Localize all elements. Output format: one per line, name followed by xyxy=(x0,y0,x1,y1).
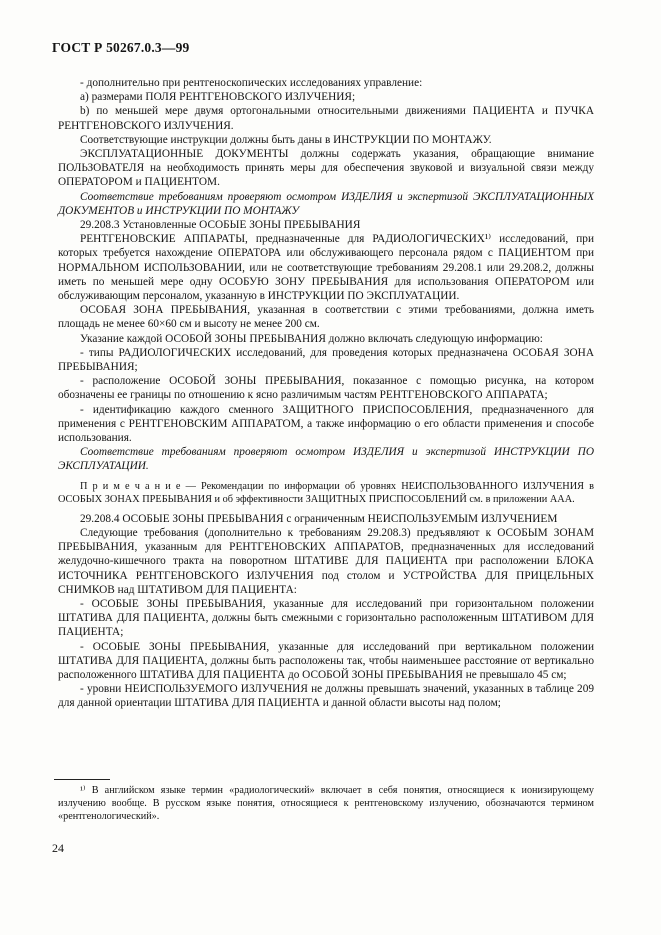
paragraph: ОСОБАЯ ЗОНА ПРЕБЫВАНИЯ, указанная в соответствии с этими требованиями, должна иметь площадь не менее 60×60 см и высоту не менее 200 см. xyxy=(58,304,594,331)
list-item: - типы РАДИОЛОГИЧЕСКИХ исследований, для проведения которых предназначена ОСОБАЯ ЗОНА ПРЕБЫВАНИЯ; xyxy=(58,346,594,374)
footnote: ¹⁾ В английском языке термин «радиологический» включает в себя понятия, относящиеся к ионизирующему излучению вообще. В русском языке понятия, относящиеся к рентгеновскому излучению, обозначаются термином «рентгенологический». xyxy=(58,785,594,823)
paragraph: - дополнительно при рентгеноскопических исследованиях управление: xyxy=(80,77,423,89)
paragraph: РЕНТГЕНОВСКИЕ АППАРАТЫ, предназначенные для РАДИОЛОГИЧЕСКИХ¹⁾ исследований, при которых требуется нахождение ОПЕРАТОРА или обслуживающего персонала рядом с ПАЦИЕНТОМ при НОРМАЛЬНОМ ИСПОЛЬЗОВАНИИ, или не соответствующие требованиям 29.208.1 или 29.208.2, должны иметь по меньшей мере одну ОСОБУЮ ЗОНУ ПРЕБЫВАНИЯ для использования ОПЕРАТОРОМ или обслуживающим персоналом, указанную в ИНСТРУКЦИИ ПО ЭКСПЛУАТАЦИИ. xyxy=(58,233,594,303)
list-item: - уровни НЕИСПОЛЬЗУЕМОГО ИЗЛУЧЕНИЯ не должны превышать значений, указанных в таблице 209 для данной ориентации ШТАТИВА ДЛЯ ПАЦИЕНТА и данной области высоты над полом; xyxy=(58,683,594,710)
paragraph: ЭКСПЛУАТАЦИОННЫЕ ДОКУМЕНТЫ должны содержать указания, обращающие внимание ПОЛЬЗОВАТЕЛЯ на необходимость принять меры для обеспечения звуковой и визуальной связи между ОПЕРАТОРОМ и ПАЦИЕНТОМ. xyxy=(58,148,594,189)
paragraph: Указание каждой ОСОБОЙ ЗОНЫ ПРЕБЫВАНИЯ должно включать следующую информацию: xyxy=(80,332,543,345)
paragraph: Следующие требования (дополнительно к требованиям 29.208.3) предъявляют к ОСОБЫМ ЗОНАМ ПРЕБЫВАНИЯ, указанным для РЕНТГЕНОВСКИХ АППАРАТОВ, предназначенных для исследований желудочно-кишечного тракта на поворотном ШТАТИВЕ ДЛЯ ПАЦИЕНТА при расположении БЛОКА ИСТОЧНИКА РЕНТГЕНОВСКОГО ИЗЛУЧЕНИЯ под столом и УСТРОЙСТВА ДЛЯ ПРИЦЕЛЬНЫХ СНИМКОВ над ШТАТИВОМ ДЛЯ ПАЦИЕНТА: xyxy=(58,526,594,596)
section-heading: 29.208.4 ОСОБЫЕ ЗОНЫ ПРЕБЫВАНИЯ с ограниченным НЕИСПОЛЬЗУЕМЫМ ИЗЛУЧЕНИЕМ xyxy=(80,512,558,525)
compliance-paragraph: Соответствие требованиям проверяют осмотром ИЗДЕЛИЯ и экспертизой ЭКСПЛУАТАЦИОННЫХ ДОКУМЕНТОВ и ИНСТРУКЦИИ ПО МОНТАЖУ xyxy=(58,190,594,217)
paragraph: а) размерами ПОЛЯ РЕНТГЕНОВСКОГО ИЗЛУЧЕНИЯ; xyxy=(80,91,356,104)
list-item: - ОСОБЫЕ ЗОНЫ ПРЕБЫВАНИЯ, указанные для исследований при горизонтальном положении ШТАТИВА ДЛЯ ПАЦИЕНТА, должны быть смежными с горизонтально расположенным ШТАТИВОМ ДЛЯ ПАЦИЕНТА; xyxy=(58,597,594,639)
paragraph: b) по меньшей мере двумя ортогональными относительными движениями ПАЦИЕНТА и ПУЧКА РЕНТГЕНОВСКОГО ИЗЛУЧЕНИЯ. xyxy=(58,105,594,132)
list-item: - идентификацию каждого сменного ЗАЩИТНОГО ПРИСПОСОБЛЕНИЯ, предназначенного для применения с РЕНТГЕНОВСКИМ АППАРАТОМ, а также информацию о его области применения и способе использования. xyxy=(58,403,594,445)
section-heading: 29.208.3 Установленные ОСОБЫЕ ЗОНЫ ПРЕБЫВАНИЯ xyxy=(80,219,361,232)
list-item: - ОСОБЫЕ ЗОНЫ ПРЕБЫВАНИЯ, указанные для исследований при вертикальном положении ШТАТИВА ДЛЯ ПАЦИЕНТА, должны быть расположены так, чтобы наименьшее расстояние от вертикально расположенного ШТАТИВА ДЛЯ ПАЦИЕНТА до ОСОБОЙ ЗОНЫ ПРЕБЫВАНИЯ не превышало 45 см; xyxy=(58,640,594,681)
page-header-standard: ГОСТ Р 50267.0.3—99 xyxy=(52,40,190,55)
footnote-divider xyxy=(54,779,110,780)
page-number: 24 xyxy=(52,841,64,855)
compliance-paragraph: Соответствие требованиям проверяют осмотром ИЗДЕЛИЯ и экспертизой ИНСТРУКЦИИ ПО ЭКСПЛУАТАЦИИ. xyxy=(58,446,594,473)
list-item: - расположение ОСОБОЙ ЗОНЫ ПРЕБЫВАНИЯ, показанное с помощью рисунка, на котором обозначены ее границы по отношению к ясно различимым частям РЕНТГЕНОВСКОГО АППАРАТА; xyxy=(58,375,594,402)
note-paragraph: П р и м е ч а н и е — Рекомендации по информации об уровнях НЕИСПОЛЬЗОВАННОГО ИЗЛУЧЕНИЯ в ОСОБЫХ ЗОНАХ ПРЕБЫВАНИЯ и об эффективности ЗАЩИТНЫХ ПРИСПОСОБЛЕНИЙ см. в приложении ААА. xyxy=(58,480,594,505)
document-body xyxy=(58,76,594,711)
paragraph: Соответствующие инструкции должны быть даны в ИНСТРУКЦИИ ПО МОНТАЖУ. xyxy=(80,133,492,146)
